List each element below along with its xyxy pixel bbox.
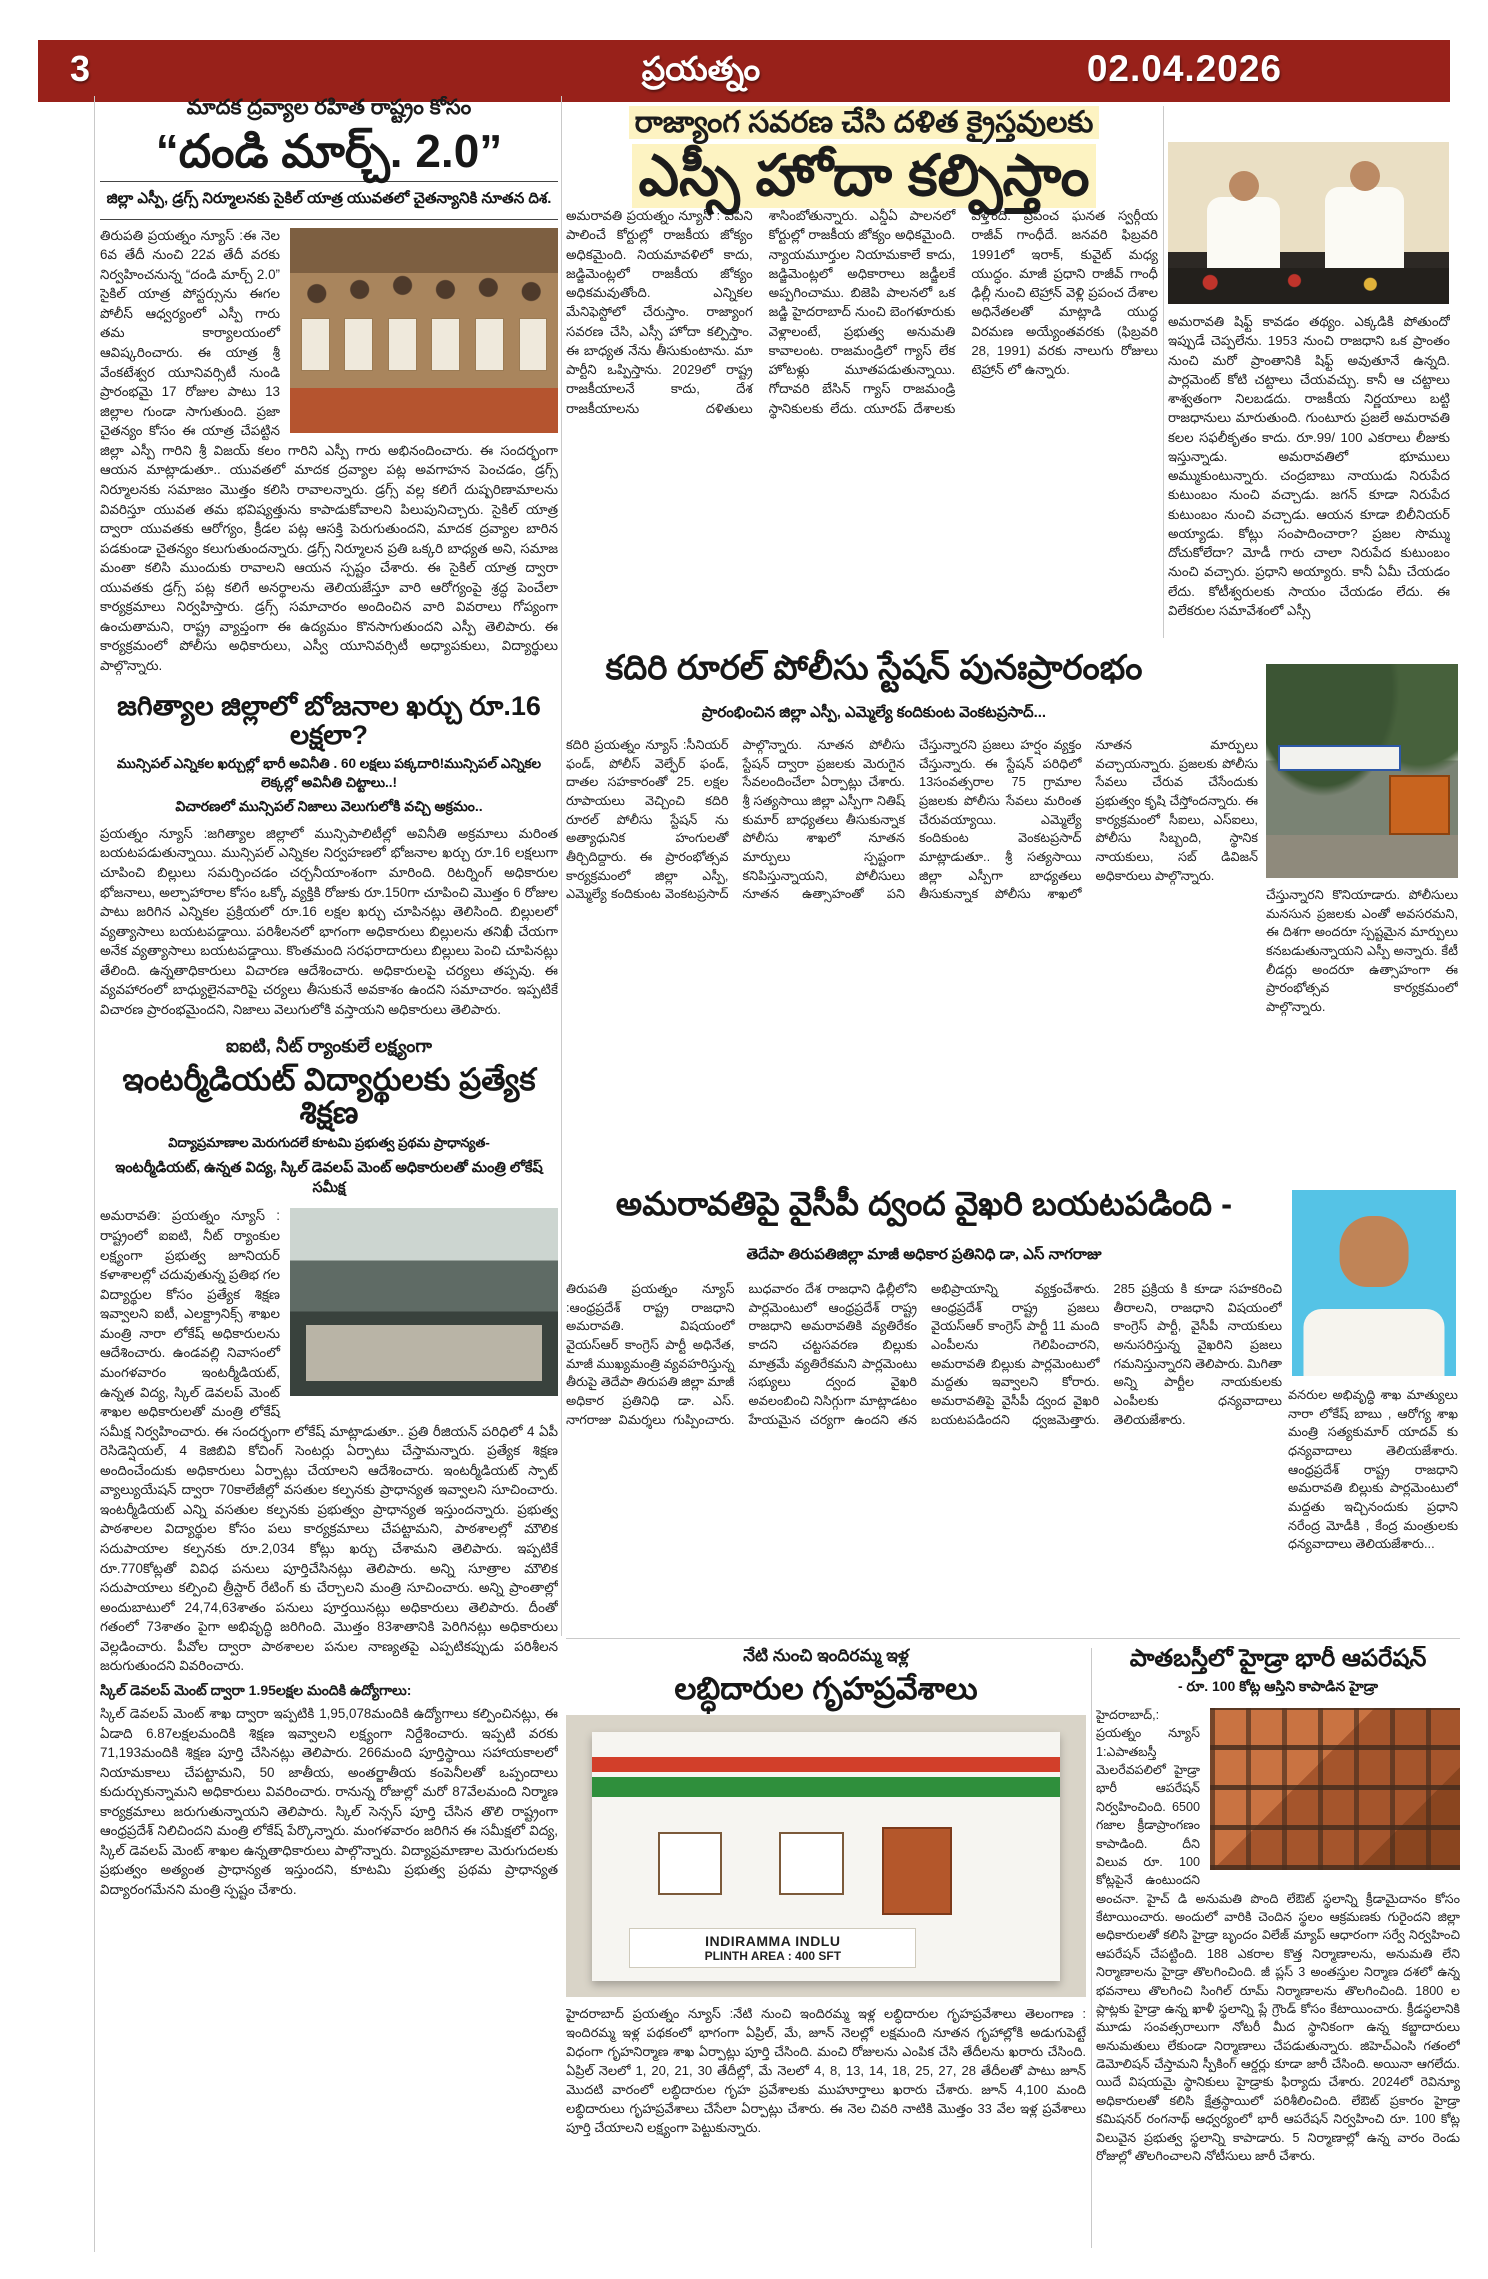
microphones-cluster bbox=[1168, 268, 1449, 304]
roof-green-band bbox=[592, 1777, 1060, 1797]
page-number: 3 bbox=[70, 48, 91, 89]
hydra-body-text: హైదరాబాద్,: ప్రయత్నం న్యూస్ 1:ఎపాతబస్తీ మెలరేవపలిలో హైడ్రా భారీ ఆపరేషన్ నిర్వహించింది. 6500 గజాల క్రీడాప్రాంగణం కాపాడింది. దీని విలువ రూ. 100 కోట్లపైనే ఉంటుందని అంచనా. హైచ్ డి అనుమతి పొంది లేఔట్ స్థలాన్ని క్రీడామైదానం కోసం కేటాయించారు. అందులో వారికి చెందిన స్థలం ఆక్రమణకు గురైందని జిల్లా అధికారులతో కలిసి హైడ్రా బృందం విలేజ్ మ్యాప్ ఆధారంగా సర్వే నిర్వహించి ఆపరేషన్ చేపట్టింది. 188 ఎకరాల కొత్త నిర్మాణాలను, అనుమతి లేని నిర్మాణాలను హైడ్రా తొలగించింది. జీ ప్లస్ 3 అంతస్తుల నిర్మాణ దశలో ఉన్న భవనాలు తొలగించి సింగిల్ రూమ్ నిర్మాణాలను తొలగించింది. 1800 ల ప్లాట్లకు హైడ్రా ఉన్న ఖాళీ స్థలాన్ని ప్లే గ్రౌండ్ కోసం కేటాయించారు. క్రీడస్థలానికి మూడు సంవత్సరాలుగా నోటరీ మీద స్థానికంగా ఉన్న కబ్జాదారులు అనుమతులు లేకుండా నిర్మాణాలు చేపడుతున్నారు. జిహెచ్ఎంసి గతంలో డెమోలిషన్ చేస్తామని స్పీకింగ్ ఆర్డర్లు కూడా జారీ చేసింది. అయినా ఆగలేదు. యిదే విషయమై స్థానికులు హైడ్రాకు ఫిర్యాదు చేశారు. 2024లో రెవిన్యూ అధికారులతో కలిసి క్షేత్రస్థాయిలో పరిశీలించింది. లేఔట్ ప్రకారం హైడ్రా కమిషనర్ రంగనాథ్ ఆధ్వర్యంలో భారీ ఆపరేషన్ నిర్వహించి రూ. 100 కోట్ల విలువైన ప్రభుత్వ స్థలాన్ని కాపాడారు. 5 నిర్మాణాల్లో ఉన్న వారం రెండు రోజుల్లో తొలగించాలని నోటీసులు జారీ చేశారు. bbox=[1096, 1707, 1460, 2163]
hydra-subhead: - రూ. 100 కోట్ల ఆస్తిని కాపాడిన హైడ్రా bbox=[1178, 1677, 1378, 1694]
indiramma-kicker: నేటి నుంచి ఇందిరమ్మ ఇళ్ల bbox=[743, 1646, 909, 1665]
bhojanala-subhead-2: విచారణలో మున్సిపల్ నిజాలు వెలుగులోకి వచ్చి అక్రమం.. bbox=[175, 797, 483, 814]
divider bbox=[100, 181, 558, 182]
intermediate-headline: ఇంటర్మీడియట్ విద్యార్థులకు ప్రత్యేక శిక్షణ bbox=[122, 1061, 536, 1131]
police-station-photo bbox=[1266, 664, 1458, 878]
kadiri-body: కదిరి ప్రయత్నం న్యూస్ :సీనియర్ ఫండ్, పోలీస్ వెల్ఫేర్ ఫండ్, దాతల సహకారంతో 25. లక్షల రూపాయలు వెచ్చించి కదిరి రూరల్ పోలీసు స్టేషన్ ను అత్యాధునిక హంగులతో తీర్చిదిద్దారు. ఈ ప్రారంభోత్సవ కార్యక్రమంలో జిల్లా ఎస్పీ, ఎమ్మెల్యే కందికుంట వెంకటప్రసాద్ పాల్గొన్నారు. నూతన పోలీసు స్టేషన్ ద్వారా ప్రజలకు మెరుగైన సేవలందించేలా ఏర్పాట్లు చేశారు. శ్రీ సత్యసాయి జిల్లా ఎస్పీగా నితిష్ కుమార్ బాధ్యతలు తీసుకున్నాక పోలీసు శాఖలో నూతన మార్పులు స్పష్టంగా కనిపిస్తున్నాయని, పోలీసులు నూతన ఉత్సాహంతో పని చేస్తున్నారని ప్రజలు హర్షం వ్యక్తం చేస్తున్నారు. ఈ స్టేషన్ పరిధిలో 13సంవత్సరాల 75 గ్రామాల ప్రజలకు పోలీసు సేవలు మరింత చేరువయ్యాయి. ఎమ్మెల్యే కందికుంట వెంకటప్రసాద్ మాట్లాడుతూ.. శ్రీ సత్యసాయి జిల్లా ఎస్పీగా బాధ్యతలు తీసుకున్నాక పోలీసు శాఖలో నూతన మార్పులు వచ్చాయన్నారు. ప్రజలకు పోలీసు సేవలు చేరువ చేసేందుకు ప్రభుత్వం కృషి చేస్తోందన్నారు. ఈ కార్యక్రమంలో సీఐలు, ఎస్ఐలు, పోలీసు సిబ్బంది, స్థానిక నాయకులు, సబ్ డివిజన్ అధికారులు పాల్గొన్నారు. bbox=[566, 737, 1258, 902]
indiramma-headline: లబ్ధిదారుల గృహప్రవేశాలు bbox=[674, 1671, 978, 1706]
demolition-photo bbox=[1210, 1708, 1460, 1870]
intermediate-kicker: ఐఐటి, నీట్ ర్యాంకులే లక్ష్యంగా bbox=[225, 1035, 432, 1056]
sc-status-headline-block bbox=[566, 104, 1162, 209]
house-door bbox=[882, 1827, 952, 1915]
poster-strip bbox=[301, 318, 548, 371]
column-rule-1 bbox=[561, 96, 562, 1636]
hydra-article bbox=[1096, 1646, 1460, 2248]
sc-status-body: అమరావతి ప్రయత్నం న్యూస్ : ఏపీని పాలించే కోర్టుల్లో రాజకీయ జోక్యం అధికమైంది. నియమావళిలో కాదు, జడ్జిమెంట్లలో రాజకీయ జోక్యం అధికమవుతోంది. ఎన్నికల మేనిఫెస్టోలో చేరుస్తాం. రాజ్యాంగ సవరణ చేసి, ఎస్సీ హోదా కల్పిస్తాం. ఈ బాధ్యత నేను తీసుకుంటాను. మా పార్టీని ఒప్పిస్తాను. 2029లో రాష్ట్ర రాజకీయాలనే కాదు, దేశ రాజకీయాలను దళితులు శాసింబోతున్నారు. ఎన్డీఏ పాలనలో కోర్టుల్లో రాజకీయ జోక్యం అధికమైంది. న్యాయమూర్తుల నియామకాలే కాదు, జడ్జిమెంట్లలో అధికారాలు జడ్జీలకే అప్పగించాము. బిజెపి పాలనలో ఒక జడ్జి హైదరాబాద్ నుంచి బెంగళూరుకు వెళ్లాలంటే, ప్రభుత్వ అనుమతి కావాలంట. రాజమండ్రిలో గ్యాస్ లేక హోటళ్లు మూతపడుతున్నాయి. గోదావరి బేసిన్ గ్యాస్ రాజమండ్రి స్థానికులకు లేదు. యూరప్ దేశాలకు వెళ్తోంది. ప్రపంచ ఘనత స్వర్గీయ రాజీవ్ గాంధీదే. జనవరి ఫిబ్రవరి 1991లో ఇరాక్, కువైట్ మధ్య యుద్ధం. మాజీ ప్రధాని రాజీవ్ గాంధీ ఢిల్లీ నుంచి టెహ్రాన్ వెళ్లి ప్రపంచ దేశాల అధినేతలతో మాట్లాడి యుద్ధ విరమణ అయ్యేంతవరకు (ఫిబ్రవరి 28, 1991) వరకు నాలుగు రోజులు టెహ్రాన్ లో ఉన్నారు. bbox=[566, 208, 1158, 416]
bhojanala-subhead-1: మున్సిపల్ ఎన్నికల ఖర్చుల్లో భారీ అవినీతి . 60 లక్షలు పక్కదారి!మున్సిపల్ ఎన్నికల లెక్కల్లో అవినీతి చిట్టాలు..! bbox=[116, 755, 542, 790]
intermediate-body-text: అమరావతి: ప్రయత్నం న్యూస్ : రాష్ట్రంలో ఐఐటి, నీట్ ర్యాంకుల లక్ష్యంగా ప్రభుత్వ జూనియర్ కళాశాలల్లో చదువుతున్న ప్రతిభ గల విద్యార్థుల కోసం ప్రత్యేక శిక్షణ ఇవ్వాలని ఐటీ, ఎలక్ట్రానిక్స్ శాఖల మంత్రి నారా లోకేష్ అధికారులను ఆదేశించారు. ఉండవల్లి నివాసంలో మంగళవారం ఇంటర్మీడియట్, ఉన్నత విద్య, స్కిల్ డెవలప్ మెంట్ శాఖల అధికారులతో మంత్రి లోకేష్ సమీక్ష నిర్వహించారు. ఈ సందర్భంగా లోకేష్ మాట్లాడుతూ.. ప్రతి రీజియన్ పరిధిలో 4 ఏపీ రెసిడెన్షియల్, 4 కెజిబివి కోచింగ్ సెంటర్లు ఏర్పాటు చేస్తామన్నారు. ప్రత్యేక శిక్షణ అందించేందుకు అధికారులు ఏర్పాట్లు చేయాలని ఆదేశించారు. ఇంటర్మీడియట్ స్పాట్ వ్యాల్యుయేషన్ ద్వారా 70కాలేజీల్లో వసతుల కల్పనకు ప్రాధాన్యత ఇవ్వాలని సూచించారు. ఇంటర్మీడియట్ ఎన్ని వసతుల కల్పనకు ప్రభుత్వం ప్రాధాన్యత ఇస్తుందన్నారు. ప్రభుత్వ పాఠశాలల విద్యార్థుల కోసం పలు కార్యక్రమాలు చేపట్టామని, పాఠశాలల్లో మౌలిక సదుపాయాల కల్పనకు రూ.2,034 కోట్లు ఖర్చు చేశామని తెలిపారు. ఇప్పటికే రూ.770కోట్లతో వివిధ పనులు పూర్తిచేసినట్లు తెలిపారు. అన్ని సూత్రాల మౌలిక సదుపాయాలు కల్పించి త్రీస్టార్ రేటింగ్ కు చేర్చాలని మంత్రి సూచించారు. అన్ని ప్రాంతాల్లో అందుబాటులో 24,74,63శాతం పనులు పూర్తయినట్లు అధికారులు తెలిపారు. దీంతో గతంలో 73శాతం పైగా అభివృద్ధి జరిగింది. మొత్తం 83శాతానికి పెరిగినట్లు అధికారులు వెల్లడించారు. పీవోల ద్వారా పాఠశాలల పనుల నాణ్యతపై ఎప్పటికప్పుడు పరిశీలన జరుగుతుందని వివరించారు. bbox=[100, 1208, 558, 1674]
masthead-bar bbox=[38, 40, 1450, 102]
section-rule bbox=[566, 1638, 1460, 1639]
sc-status-headline-line2-text: ఎస్సీ హోదా కల్పిస్తాం bbox=[632, 144, 1095, 208]
portrait-shirt bbox=[1303, 1309, 1444, 1376]
divider bbox=[100, 219, 558, 220]
truck-shape bbox=[1389, 775, 1451, 835]
intermediate-subhead-2: ఇంటర్మీడియట్, ఉన్నత విద్య, స్కిల్ డెవలప్ మెంట్ అధికారులతో మంత్రి లోకేష్ సమీక్ష bbox=[115, 1160, 543, 1197]
speaker-left-figure bbox=[1207, 197, 1280, 268]
issue-date: 02.04.2026 bbox=[1086, 48, 1282, 89]
sc-status-right-column: అమరావతి షిఫ్ట్ కావడం తథ్యం. ఎక్కడికి పోతుందో ఇప్పుడే చెప్పలేను. 1953 నుంచి రాజధాని ఒక ప్రాంతం నుంచి మరో ప్రాంతానికి షిఫ్ట్ అవుతూనే ఉన్నది. పార్లమెంట్ కోటి చట్టాలు చేయవచ్చు. కానీ ఆ చట్టాలు శాశ్వతంగా నిలబడదు. రాజకీయ నిర్ణయాలు బట్టి రాజధానులు మారుతుంది. గుంటూరు ప్రజలే అమరావతి కలల సఫలీకృతం కాదు. రూ.99/ 100 ఎకరాలు లీజుకు ఇస్తున్నాడు. అమరావతిలో భూములు అమ్ముకుంటున్నారు. చంద్రబాబు నాయుడు నిరుపేద కుటుంబం నుంచి వచ్చాడు. జగన్ కూడా నిరుపేద కుటుంబం నుంచి వచ్చాడు. ఆయన కూడా బిలీనియర్ అయ్యాడు. కోట్లు సంపాదించారా? ప్రజల సొమ్ము దోచుకోలేదా? మోడీ గారు చాలా నిరుపేద కుటుంబం నుంచి వచ్చారు. ప్రధాని అయ్యారు. కానీ ఏమీ చేయడం లేదు. కోటీశ్వరులకు సాయం చేయడం లేదు. ఈ విలేకరుల సమావేశంలో ఎస్సీ bbox=[1168, 314, 1450, 618]
intermediate-bold-subhead: స్కిల్ డెవలప్ మెంట్ ద్వారా 1.95లక్షల మందికి ఉద్యోగాలు: bbox=[100, 1681, 412, 1698]
kadiri-right-column: చేస్తున్నారని కొనియాడారు. పోలీసులు మనసున ప్రజలకు ఎంతో అవసరమని, ఈ దిశగా అందరూ స్పష్టమైన మార్పులు కనబడుతున్నాయని ఎస్పీ అన్నారు. కేటీ లీడర్లు అందరూ ఉత్సాహంగా ఈ ప్రారంభోత్సవ కార్యక్రమంలో పాల్గొన్నారు. bbox=[1266, 887, 1458, 1015]
bhojanala-headline: జగిత్యాల జిల్లాలో బోజనాల ఖర్చు రూ.16 లక్షలా? bbox=[117, 690, 541, 750]
bhojanala-body: ప్రయత్నం న్యూస్ :జగిత్యాల జిల్లాలో మున్సిపాలిటీల్లో అవినీతి అక్రమాలు మరింత బయటపడుతున్నాయి. మున్సిపల్ ఎన్నికల నిర్వహణలో భోజనాల ఖర్చు రూ.16 లక్షలుగా చూపించి బిల్లులు సమర్పించడం చర్చనీయాంశంగా మారింది. రిటర్నింగ్ అధికారుల భోజనాలు, అల్పాహారాల కోసం ఒక్కో వ్యక్తికి రోజుకు రూ.150గా చూపించి మొత్తం 6 రోజుల పాటు జరిగిన ఎన్నికల ప్రక్రియలో రూ.16 లక్షల ఖర్చు చూపినట్లు తెలిసింది. బిల్లులలో వ్యత్యాసాలు బయటపడ్డాయి. పరిశీలనలో భాగంగా అధికారులు బిల్లులను తనిఖీ చేయగా అనేక వ్యత్యాసాలు బయటపడ్డాయి. కొంతమంది సరఫరాదారులు బిల్లులు పెంచి చూపినట్లు తేలింది. ఉన్నతాధికారులు విచారణ ఆదేశించారు. అధికారులపై చర్యలు తప్పవు. ఈ వ్యవహారంలో బాధ్యులైనవారిపై చర్యలు తీసుకునే అవకాశం ఉందని సమాచారం. ఇప్పటికే విచారణ ప్రారంభమైందని, నిజాలు వెలుగులోకి వస్తాయని అధికారులు తెలిపారు. bbox=[100, 825, 558, 1017]
house-model bbox=[592, 1732, 1060, 1980]
dandi-march-subhead: జిల్లా ఎస్పీ, డ్రగ్స్ నిర్మూలనకు సైకిల్ యాత్ర యువతలో చైతన్యానికి నూతన దిశ. bbox=[106, 189, 552, 207]
hydra-body bbox=[1096, 1706, 1460, 2165]
masthead-title: ప్రయత్నం bbox=[641, 50, 761, 87]
roof-red-band bbox=[592, 1757, 1060, 1772]
amaravati-right-column: వనరుల అభివృద్ధి శాఖ మాత్యులు నారా లోకేష్ బాబు , ఆరోగ్య శాఖ మంత్రి సత్యకుమార్ యాదవ్ కు ధన్యవాదాలు తెలియజేశారు. ఆంధ్రప్రదేశ్ రాష్ట్ర రాజధాని అమరావతి బిల్లుకు పార్లమెంటులో మద్దతు ఇచ్చినందుకు ప్రధాని నరేంద్ర మోడీకి , కేంద్ర మంత్రులకు ధన్యవాదాలు తెలియజేశారు... bbox=[1288, 1387, 1458, 1552]
sc-status-headline-line1 bbox=[566, 104, 1162, 142]
station-sign-board bbox=[1278, 745, 1401, 770]
dandi-march-body-text: తిరుపతి ప్రయత్నం న్యూస్ :ఈ నెల 6వ తేదీ నుంచి 22వ తేదీ వరకు నిర్వహించనున్న “దండి మార్చ్ 2.0” సైకిల్ యాత్ర పోస్టర్సును ఈగల పోలీస్ ఆధ్వర్యంలో ఎస్పీ గారు తమ కార్యాలయంలో ఆవిష్కరించారు. ఈ యాత్ర శ్రీ వేంకటేశ్వర యూనివర్సిటీ నుండి ప్రారంభమై 17 రోజుల పాటు 13 జిల్లాల గుండా సాగుతుంది. ప్రజా చైతన్యం కోసం ఈ యాత్ర చేపట్టిన జిల్లా ఎస్పీ గారిని శ్రీ విజయ్ కలం గారిని ఎస్పీ గారు అభినందించారు. ఈ సందర్భంగా ఆయన మాట్లాడుతూ.. యువతలో మాదక ద్రవ్యాల పట్ల అవగాహన పెంచడం, డ్రగ్స్ నిర్మూలనకు సమాజం మొత్తం కలిసి రావాలన్నారు. డ్రగ్స్ వల్ల కలిగే దుష్పరిణామాలను వివరిస్తూ యువత తమ భవిష్యత్తును కాపాడుకోవాలని పిలుపునిచ్చారు. సైకిల్ యాత్ర ద్వారా యువతకు ఆరోగ్యం, క్రీడల పట్ల ఆసక్తి పెరుగుతుందని, మాదక ద్రవ్యాల బారిన పడకుండా చైతన్యం కలుగుతుందన్నారు. డ్రగ్స్ నిర్మూలన ప్రతి ఒక్కరి బాధ్యత అని, సమాజ మంతా కలిసి ముందుకు రావాలని ఆయన స్పష్టం చేశారు. ఈ సైకిల్ యాత్ర ద్వారా యువతకు డ్రగ్స్ పట్ల కలిగే అనర్థాలను తెలియజేస్తూ వారి ఆరోగ్యంపై శ్రద్ధ పెంచేలా కార్యక్రమాలు నిర్వహిస్తారు. డ్రగ్స్ సమాచారం అందించిన వారి వివరాలు గోప్యంగా ఉంచుతామని, రాష్ట్ర వ్యాప్తంగా ఈ ఉద్యమం కొనసాగుతుందని ఎస్పీ తెలిపారు. ఈ కార్యక్రమంలో పోలీసు అధికారులు, ఎస్వీ యూనివర్సిటీ అధ్యాపకులు, విద్యార్థులు పాల్గొన్నారు. bbox=[100, 227, 558, 674]
plinth-caption-line1: INDIRAMMA INDLU bbox=[705, 1933, 841, 1950]
hydra-headline: పాతబస్తీలో హైడ్రా భారీ ఆపరేషన్ bbox=[1129, 1646, 1427, 1672]
house-window-right bbox=[779, 1832, 844, 1896]
kadiri-headline: కదిరి రూరల్ పోలీసు స్టేషన్ పునఃప్రారంభం bbox=[605, 649, 1143, 687]
dandi-march-kicker: మాదక ద్రవ్యాల రహిత రాష్ట్రం కోసం bbox=[186, 96, 472, 119]
lokesh-review-meeting-photo bbox=[290, 1208, 558, 1396]
plinth-caption-line2: PLINTH AREA : 400 SFT bbox=[704, 1949, 842, 1964]
left-column bbox=[100, 96, 558, 2252]
dandi-march-body bbox=[100, 226, 558, 676]
amaravati-headline: అమరావతిపై వైసీపీ ద్వంద వైఖరి బయటపడింది - bbox=[615, 1185, 1233, 1222]
speaker-right-figure bbox=[1325, 187, 1404, 268]
left-margin-rule bbox=[94, 96, 95, 2252]
press-conference-photo bbox=[1168, 142, 1449, 304]
sc-status-headline-line1-text: రాజ్యాంగ సవరణ చేసి దళిత క్రైస్తవులకు bbox=[629, 106, 1100, 139]
dandi-march-headline: “దండి మార్చ్. 2.0” bbox=[155, 125, 503, 177]
column-rule-3 bbox=[1091, 1648, 1092, 2248]
kadiri-subhead: ప్రారంభించిన జిల్లా ఎస్పీ, ఎమ్మెల్యే కందికుంట వెంకటప్రసాద్... bbox=[701, 704, 1047, 721]
intermediate-body bbox=[100, 1206, 558, 1676]
house-model-photo bbox=[566, 1715, 1086, 1997]
amaravati-body: తిరుపతి ప్రయత్నం న్యూస్ :ఆంధ్రప్రదేశ్ రాష్ట్ర రాజధాని అమరావతి. విషయంలో వైయస్ఆర్ కాంగ్రెస్ పార్టీ అధినేత, మాజీ ముఖ్యమంత్రి వ్యవహరిస్తున్న తీరుపై తెదేపా తిరుపతి జిల్లా మాజీ అధికార ప్రతినిధి డా. ఎస్. నాగరాజు విమర్శలు గుప్పించారు. బుధవారం దేశ రాజధాని ఢిల్లీలోని పార్లమెంటులో ఆంధ్రప్రదేశ్ రాష్ట్ర రాజధాని అమరావతికి వ్యతిరేకం కాదని చట్టసవరణ బిల్లుకు మాత్రమే వ్యతిరేకమని పార్లమెంటు సభ్యులు ద్వంద వైఖరి అవలంబించి నిసిగ్గుగా మాట్లాడటం హేయమైన చర్యగా ఉందని తన అభిప్రాయాన్ని వ్యక్తంచేశారు. ఆంధ్రప్రదేశ్ రాష్ట్ర ప్రజలు వైయస్ఆర్ కాంగ్రెస్ పార్టీ 11 మంది ఎంపీలను గెలిపించారని, అమరావతి బిల్లుకు పార్లమెంటులో మద్దతు ఇవ్వాలని కోరారు. అమరావతిపై వైసీపీ ద్వంద వైఖరి బయటపడిందని ధ్వజమెత్తారు. 285 ప్రక్రియ కి కూడా సహకరించి తీరాలని, రాజధాని విషయంలో కాంగ్రెస్ పార్టీ, వైసీపీ నాయకులు అనుసరిస్తున్న వైఖరిని ప్రజలు గమనిస్తున్నారని తెలిపారు. మిగితా అన్ని పార్టీల నాయకులకు ఎంపీలకు ధన్యవాదాలు తెలియజేశారు. bbox=[566, 1281, 1282, 1427]
house-window-left bbox=[658, 1832, 723, 1896]
officials-posters-photo bbox=[290, 228, 558, 433]
amaravati-subhead: తెదేపా తిరుపతిజిల్లా మాజీ అధికార ప్రతినిధి డా, ఎస్ నాగరాజు bbox=[746, 1246, 1102, 1263]
portrait-head bbox=[1340, 1216, 1409, 1287]
sc-status-headline-line2 bbox=[566, 144, 1162, 210]
indiramma-body: హైదరాబాద్ ప్రయత్నం న్యూస్ :నేటి నుంచి ఇందిరమ్మ ఇళ్ల లబ్ధిదారుల గృహప్రవేశాలు తెలంగాణ : ఇందిరమ్మ ఇళ్ల పథకంలో భాగంగా ఏప్రిల్, మే, జూన్ నెలల్లో లక్షమంది నూతన గృహాల్లోకి అడుగుపెట్టే విధంగా గృహనిర్మాణ శాఖ ఏర్పాట్లు పూర్తి చేసింది. మంచి రోజులను ఎంపిక చేసి తేదీలను ఖరారు చేసింది. ఏప్రిల్ నెలలో 1, 20, 21, 30 తేదీల్లో, మే నెలలో 4, 8, 13, 14, 18, 25, 27, 28 తేదీలతో పాటు జూన్ మొదటి వారంలో లబ్ధిదారుల గృహ ప్రవేశాలకు ముహూర్తాలు ఖరారు చేశారు. జూన్ 4,100 మంది లబ్ధిదారులు గృహప్రవేశాలు చేసేలా ఏర్పాట్లు చేశారు. ఈ నెల చివరి నాటికి మొత్తం 33 వేల ఇళ్ల ప్రవేశాలు పూర్తి చేయాలని లక్ష్యంగా పెట్టుకున్నారు. bbox=[566, 2006, 1086, 2136]
column-rule-2 bbox=[1163, 106, 1164, 638]
intermediate-body-2: స్కిల్ డెవలప్ మెంట్ శాఖ ద్వారా ఇప్పటికి 1,95,078మందికి ఉద్యోగాలు కల్పించినట్లు, ఈ ఏడాది 6.87లక్షలమందికి శిక్షణ ఇవ్వాలని లక్ష్యంగా నిర్దేశించారు. ఇప్పటి వరకు 71,193మందికి శిక్షణ పూర్తి చేసినట్లు తెలిపారు. 266మంది పూర్తిస్థాయి సహాయకాలలో నియామకాలు చేపట్టామని, 50 జాతీయ, అంతర్జాతీయ కంపెనీలతో ఒప్పందాలు కుదుర్చుకున్నామని అధికారులు వివరించారు. రానున్న రోజుల్లో మరో 87వేలమంది నిర్మాణ కార్యక్రమాలు జరుగుతున్నాయని తెలిపారు. స్కిల్ సెన్సస్ పూర్తి చేసిన తొలి రాష్ట్రంగా ఆంధ్రప్రదేశ్ నిలిచిందని మంత్రి లోకేష్ పేర్కొన్నారు. మంగళవారం జరిగిన ఈ సమీక్షలో విద్య, స్కిల్ డెవలప్ మెంట్ శాఖల ఉన్నతాధికారులు పాల్గొన్నారు. విద్యాప్రమాణాల మెరుగుదలకు ప్రభుత్వం అత్యంత ప్రాధాన్యత ఇస్తుందని, కూటమి ప్రభుత్వ ప్రథమ ప్రాధాన్యత విద్యారంగమేనని మంత్రి స్పష్టం చేశారు. bbox=[100, 1705, 558, 1898]
meeting-table bbox=[306, 1325, 542, 1381]
indiramma-article bbox=[566, 1646, 1086, 2248]
plinth-caption bbox=[629, 1928, 916, 1968]
intermediate-subhead-1: విద్యాప్రమాణాల మెరుగుదలే కూటమి ప్రభుత్వ ప్రథమ ప్రాధాన్యత- bbox=[168, 1135, 490, 1151]
nagaraju-portrait-photo bbox=[1292, 1190, 1456, 1376]
